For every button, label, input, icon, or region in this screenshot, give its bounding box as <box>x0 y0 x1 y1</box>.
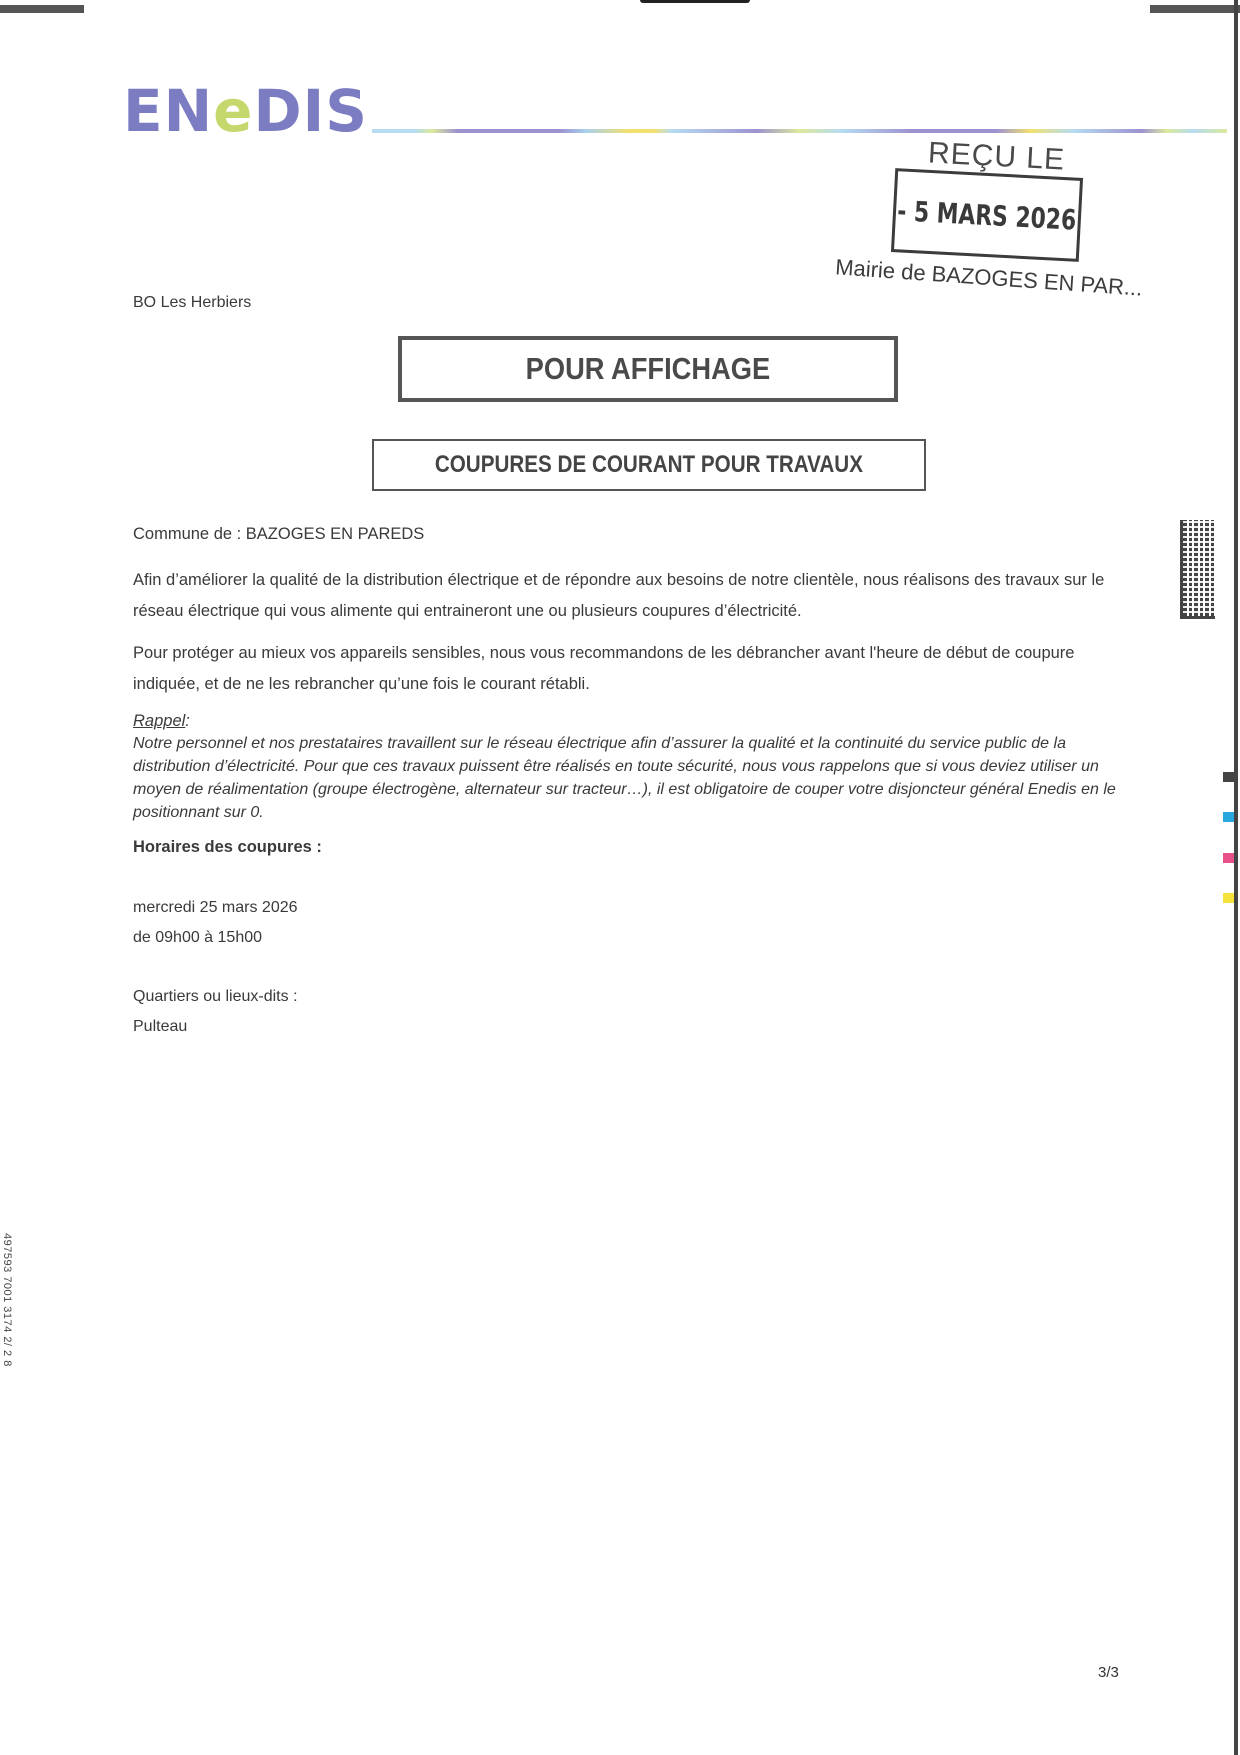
stamp-title: REÇU LE <box>927 136 1066 177</box>
outage-hours: de 09h00 à 15h00 <box>133 929 263 946</box>
scan-corner-mark-left <box>0 5 84 13</box>
paragraph-advice: Pour protéger au mieux vos appareils sensibles, nous vous recommandons de les débrancher avant l'heure de début de coupure indiquée, et de ne les rebrancher qu’une fois le courant rétabli. <box>133 644 1075 693</box>
logo-part-left: EN <box>123 77 214 145</box>
sender: BO Les Herbiers <box>133 294 252 311</box>
scan-top-shadow <box>640 0 750 3</box>
title-box <box>398 336 898 402</box>
logo-part-right: DIS <box>253 77 369 145</box>
datamatrix-code <box>1180 520 1215 619</box>
rappel-text: Notre personnel et nos prestataires travaillent sur le réseau électrique afin d’assurer la qualité et la continuité du service public de la distribution d’électricité. Pour que ces travaux puissent être réalisés en toute sécurité, nous vous rappelons que si vous deviez utiliser un moyen de réalimentation (groupe électrogène, alternateur sur tracteur…), il est obligatoire de couper votre disjoncteur général Enedis en le positionnant sur 0. <box>133 735 1116 821</box>
stamp-organization: Mairie de BAZOGES EN PAR... <box>834 254 1144 301</box>
stamp-date: - 5 MARS 2026 <box>896 193 1078 237</box>
margin-tracking-code: 497593 7001 3174 2/ 2 8 <box>1 1233 13 1367</box>
enedis-logo <box>123 77 369 145</box>
logo-part-mid: e <box>213 77 254 145</box>
registration-mark-yellow <box>1223 893 1234 903</box>
rappel-label: Rappel <box>133 712 186 730</box>
header-color-rule <box>372 129 1227 133</box>
paragraph-intro: Afin d’améliorer la qualité de la distribution électrique et de répondre aux besoins de notre clientèle, nous réalisons des travaux sur le réseau électrique qui vous alimente qui entraineront une ou plusieurs coupures d’électricité. <box>133 571 1105 620</box>
locations-label: Quartiers ou lieux-dits : <box>133 988 298 1005</box>
scan-right-edge <box>1234 0 1238 1755</box>
page-subtitle: COUPURES DE COURANT POUR TRAVAUX <box>434 451 864 478</box>
page-number: 3/3 <box>1098 1664 1119 1681</box>
schedule-heading: Horaires des coupures : <box>133 838 322 856</box>
scan-corner-mark-right <box>1150 5 1240 13</box>
rappel-heading <box>133 712 1133 731</box>
registration-mark-magenta <box>1223 853 1234 863</box>
subtitle-box <box>372 439 926 491</box>
outage-date: mercredi 25 mars 2026 <box>133 899 298 916</box>
commune-line: Commune de : BAZOGES EN PAREDS <box>133 525 425 543</box>
locations-value: Pulteau <box>133 1018 188 1035</box>
registration-mark-black <box>1223 772 1234 782</box>
registration-mark-cyan <box>1223 812 1234 822</box>
rappel-colon: : <box>185 712 190 730</box>
page-title: POUR AFFICHAGE <box>525 351 771 386</box>
stamp-date-box <box>891 168 1083 262</box>
